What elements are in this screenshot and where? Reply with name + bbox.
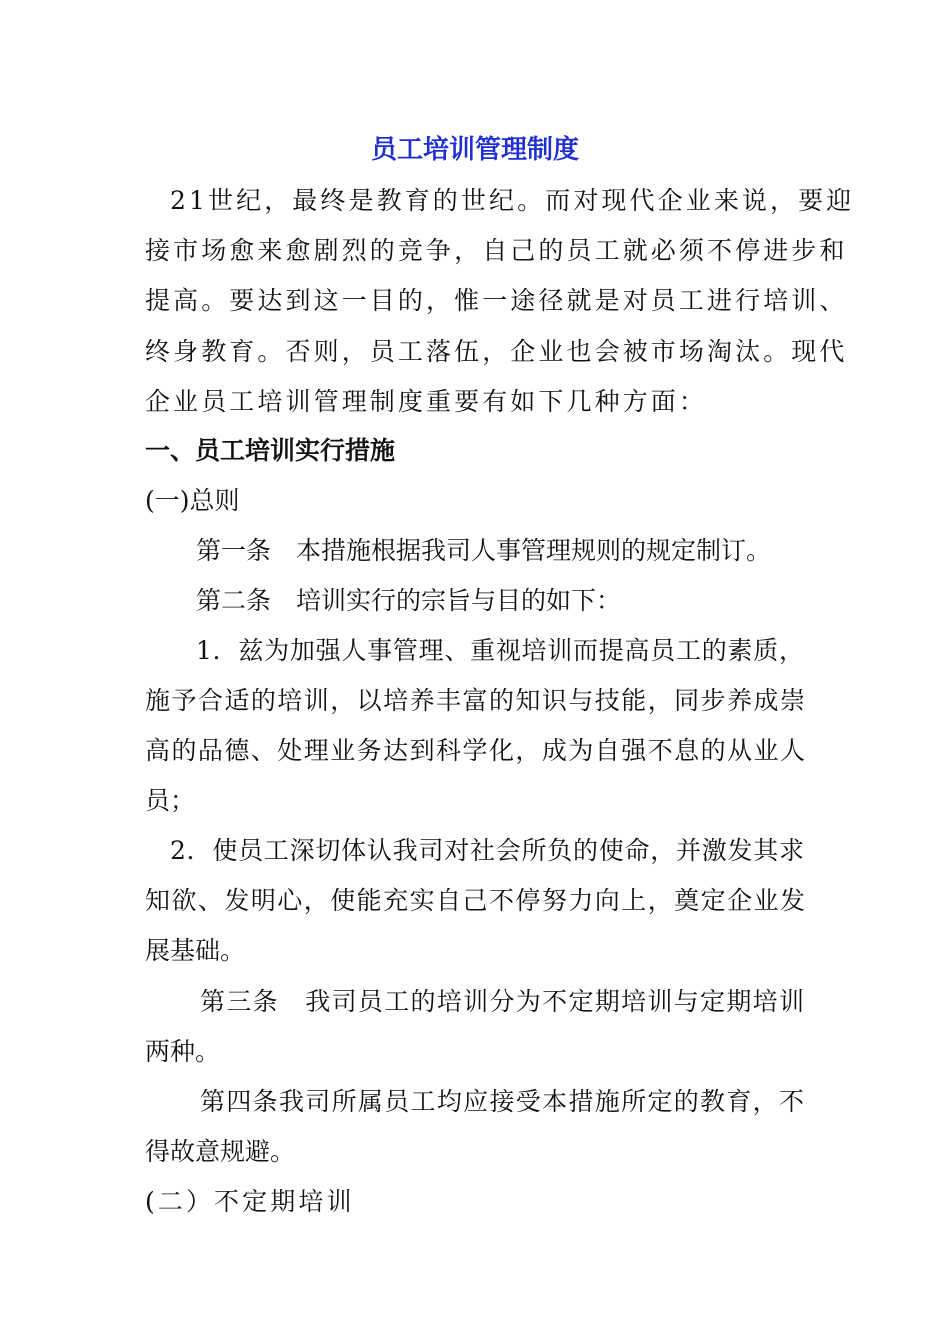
article-1: 第一条 本措施根据我司人事管理规则的规定制订。 xyxy=(196,536,772,565)
document-title: 员工培训管理制度 xyxy=(370,135,579,165)
intro-line: 终身教育。否则，员工落伍，企业也会被市场淘汰。现代 xyxy=(145,337,848,366)
subsection-heading: (一)总则 xyxy=(145,486,240,515)
item-1-line: 员； xyxy=(145,786,196,815)
intro-line: 提高。要达到这一目的，惟一途径就是对员工进行培训、 xyxy=(145,286,848,315)
item-1-line: 高的品德、处理业务达到科学化，成为自强不息的从业人 xyxy=(145,736,805,765)
article-4-line: 第四条我司所属员工均应接受本措施所定的教育，不 xyxy=(200,1087,804,1116)
article-2: 第二条 培训实行的宗旨与目的如下： xyxy=(196,586,622,615)
section-heading: 一、员工培训实行措施 xyxy=(145,436,396,465)
subsection-heading: (二）不定期培训 xyxy=(145,1187,355,1216)
article-3-line: 两种。 xyxy=(145,1037,221,1066)
article-3-line: 第三条 我司员工的培训分为不定期培训与定期培训 xyxy=(200,987,804,1016)
intro-line: 接市场愈来愈剧烈的竞争，自己的员工就必须不停进步和 xyxy=(145,236,848,265)
item-2-line: 2．使员工深切体认我司对社会所负的使命，并激发其求 xyxy=(170,836,804,865)
article-4-line: 得故意规避。 xyxy=(145,1137,296,1166)
item-1-line: 1．兹为加强人事管理、重视培训而提高员工的素质， xyxy=(196,636,804,665)
intro-line: 21世纪，最终是教育的世纪。而对现代企业来说，要迎 xyxy=(170,186,855,215)
item-2-line: 知欲、发明心，使能充实自己不停努力向上，奠定企业发 xyxy=(145,886,805,915)
intro-line: 企业员工培训管理制度重要有如下几种方面： xyxy=(145,387,708,416)
item-1-line: 施予合适的培训，以培养丰富的知识与技能，同步养成崇 xyxy=(145,686,805,715)
item-2-line: 展基础。 xyxy=(145,936,246,965)
